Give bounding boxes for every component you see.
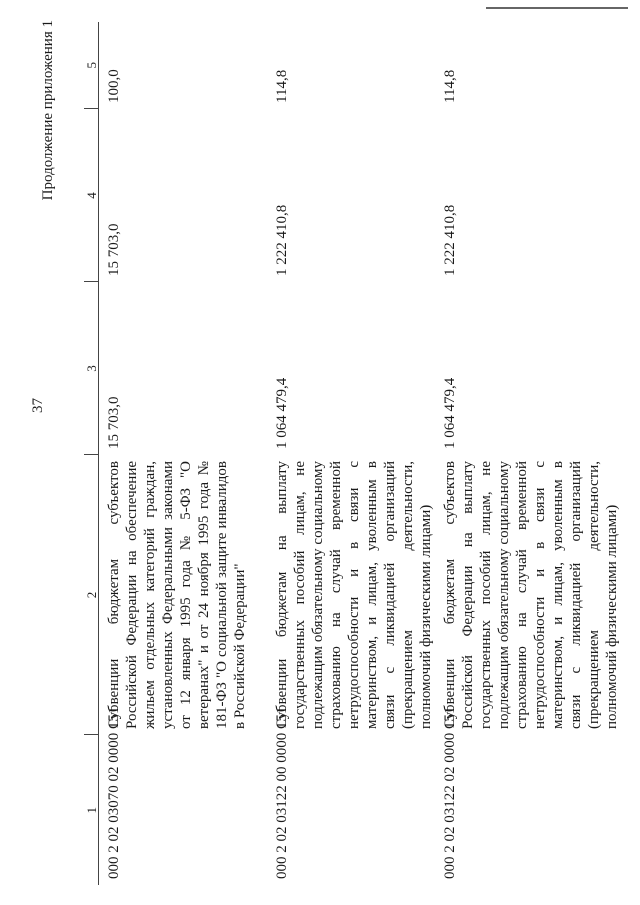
budget-code: 000 2 02 03122 02 0000 151	[442, 706, 458, 879]
column-5-value: 114,8	[442, 69, 458, 103]
column-3-value: 1 064 479,4	[442, 377, 458, 449]
column-number: 5	[84, 22, 99, 109]
table-row	[435, 22, 631, 885]
column-4-value: 1 222 410,8	[274, 204, 290, 276]
column-number: 4	[84, 109, 99, 282]
income-description: Субвенции бюджетам субъектов Российской Федерации на выплату государственных пособий лицам, не подлежащим обязательному социальному страхованию на случай временной нетрудоспособности и в связи с материнством, и лицам, уволенным в связи с ликвидацией организаций (прекращением деятельности, полномочий физическими лицами)	[442, 461, 620, 729]
appendix-continuation-note: Продолжение приложения 1	[40, 20, 56, 201]
table-row	[99, 22, 268, 885]
column-5-value: 100,0	[106, 69, 122, 103]
column-number-row	[84, 22, 99, 885]
column-number: 1	[84, 735, 99, 885]
appendix-table	[84, 22, 631, 885]
budget-code: 000 2 02 03122 00 0000 151	[274, 706, 290, 879]
column-4-value: 1 222 410,8	[442, 204, 458, 276]
income-description: Субвенции бюджетам на выплату государственных пособий лицам, не подлежащим обязательному социальному страхованию на случай временной нетрудоспособности и в связи с материнством, и лицам, уволенным в связи с ликвидацией организаций (прекращением деятельности, полномочий физическими лицами)	[274, 461, 434, 729]
column-number: 2	[84, 455, 99, 735]
page-number: 37	[30, 398, 46, 413]
column-number: 3	[84, 282, 99, 455]
column-4-value: 15 703,0	[106, 223, 122, 276]
budget-code: 000 2 02 03070 02 0000 151	[106, 706, 122, 879]
column-5-value: 114,8	[274, 69, 290, 103]
column-3-value: 15 703,0	[106, 396, 122, 449]
column-3-value: 1 064 479,4	[274, 377, 290, 449]
table-row	[267, 22, 435, 885]
income-description: Субвенции бюджетам субъектов Российской Федерации на обеспечение жильем отдельных категорий граждан, установленных Федеральными законами от 12 января 1995 года № 5-ФЗ "О ветеранах" и от 24 ноября 1995 года № 181-ФЗ "О социальной защите инвалидов в Российской Федерации"	[106, 461, 248, 729]
